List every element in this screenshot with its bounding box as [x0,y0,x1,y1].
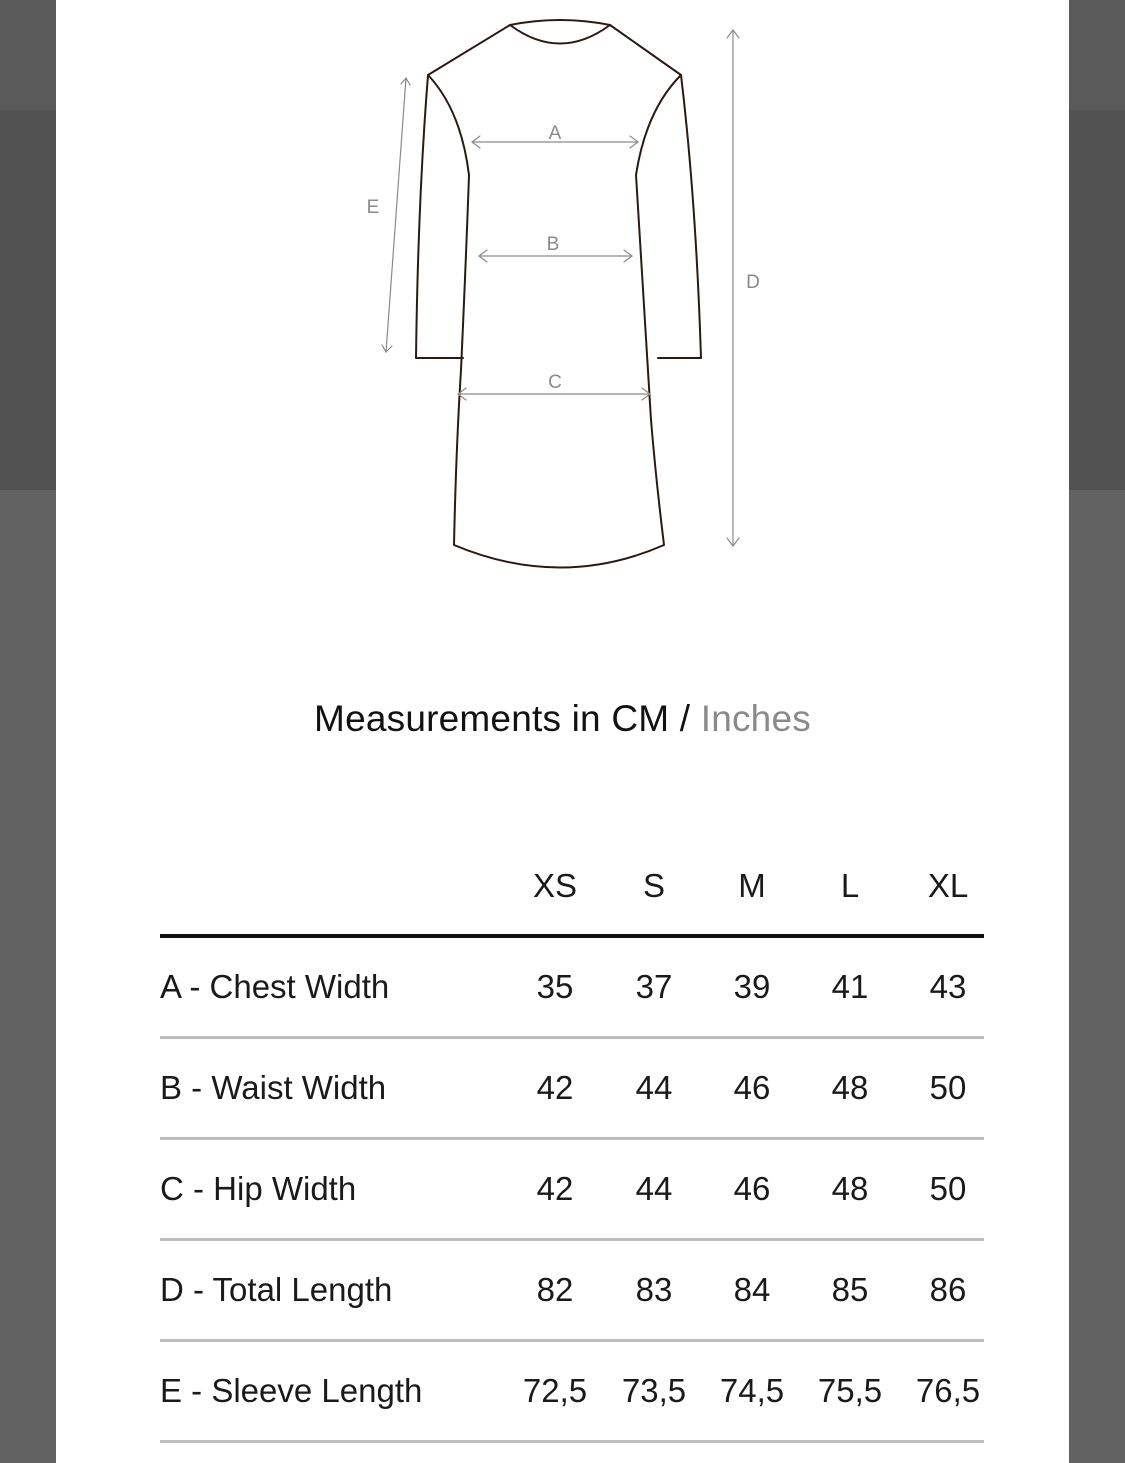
neckline [510,25,610,44]
measurement-value: 82 [536,1271,574,1308]
measurement-value: 73,5 [621,1372,687,1409]
measurement-value: 44 [635,1069,673,1106]
size-header: S [642,867,665,904]
measurement-value: 83 [635,1271,673,1308]
diagram-label-b: B [546,234,560,255]
size-table [160,858,984,1443]
diagram-label-c: C [548,372,562,393]
measurement-value: 84 [733,1271,771,1308]
measurement-label: A - Chest Width [160,968,390,1005]
diagram-label-d: D [746,272,760,293]
units-separator: / [679,698,691,739]
size-chart-sheet [56,0,1069,1463]
diagram-label-a: A [548,123,562,144]
left-sleeve [416,75,463,358]
size-header: M [738,867,766,904]
measurement-label: B - Waist Width [160,1069,387,1106]
diagram-label-e: E [366,197,380,218]
size-header: XL [927,867,969,904]
measurement-value: 48 [831,1069,869,1106]
right-sleeve [658,75,701,358]
measurement-value: 76,5 [915,1372,981,1409]
dress-measurement-diagram [56,0,1069,620]
measurement-value: 44 [635,1170,673,1207]
measurement-value: 42 [536,1170,574,1207]
table-row [160,1241,984,1342]
measurement-value: 86 [929,1271,967,1308]
table-row [160,938,984,1039]
measurement-label: E - Sleeve Length [160,1372,423,1409]
dress-outline [428,20,681,568]
backdrop-left-mid [0,110,56,490]
measurement-value: 50 [929,1170,967,1207]
table-row [160,1039,984,1140]
measurement-value: 43 [929,968,967,1005]
measurement-value: 72,5 [522,1372,588,1409]
measurement-value: 48 [831,1170,869,1207]
measurement-value: 35 [536,968,574,1005]
size-header-row [160,858,984,938]
backdrop-left-top [0,0,56,110]
measurement-value: 75,5 [817,1372,883,1409]
measurement-label: C - Hip Width [160,1170,357,1207]
measurement-value: 39 [733,968,771,1005]
table-row [160,1342,984,1443]
measurement-value: 85 [831,1271,869,1308]
measurement-value: 74,5 [719,1372,785,1409]
backdrop-right-top [1069,0,1125,110]
backdrop-right-mid [1069,110,1125,490]
measurement-value: 46 [733,1170,771,1207]
measurement-value: 37 [635,968,673,1005]
size-header: L [840,867,860,904]
table-row [160,1140,984,1241]
measurement-label: D - Total Length [160,1271,393,1308]
measurement-value: 50 [929,1069,967,1106]
units-primary: Measurements in CM [314,698,670,739]
measurement-value: 42 [536,1069,574,1106]
units-secondary: Inches [700,698,811,739]
size-header: XS [532,867,578,904]
measurement-value: 46 [733,1069,771,1106]
measurement-units-heading [56,698,1069,740]
measurement-value: 41 [831,968,869,1005]
